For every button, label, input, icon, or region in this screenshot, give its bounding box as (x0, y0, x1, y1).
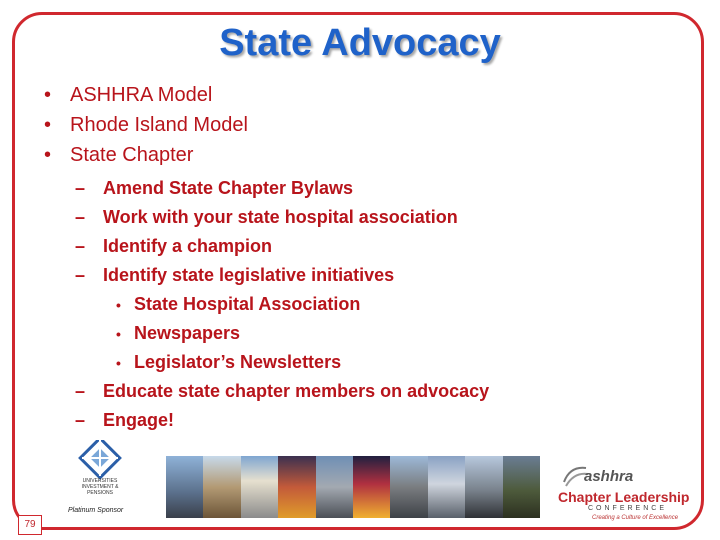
dash-marker: – (75, 410, 86, 430)
sub-item-text: Identify state legislative initiatives (103, 265, 395, 285)
slide-title: State Advocacy (219, 22, 501, 64)
bullet-marker: • (116, 355, 121, 371)
bullet-text: ASHHRA Model (70, 84, 213, 106)
brand-ashhra: ashhra (584, 468, 634, 485)
bullet-marker: • (44, 114, 52, 136)
sub-sub-item-text: Legislator’s Newsletters (134, 352, 342, 372)
bullet-text: State Chapter (70, 144, 194, 166)
sponsor-logo-icon (70, 440, 130, 508)
brand-title: Chapter Leadership (558, 489, 690, 505)
page-number: 79 (18, 515, 42, 535)
sub-sub-item-text: Newspapers (134, 323, 241, 343)
dash-marker: – (75, 178, 86, 198)
sub-item-text: Work with your state hospital association (103, 207, 458, 227)
brand-tagline: Creating a Culture of Excellence (592, 515, 679, 521)
sub-item-text: Identify a champion (103, 236, 273, 256)
dash-marker: – (75, 265, 86, 285)
bullet-marker: • (116, 297, 121, 313)
sub-item-text: Amend State Chapter Bylaws (103, 178, 354, 198)
brand-conference: CONFERENCE (588, 505, 668, 512)
dash-marker: – (75, 236, 86, 256)
sponsor-label: Platinum Sponsor (68, 507, 124, 514)
sub-item-text: Engage! (103, 410, 175, 430)
bullet-marker: • (116, 326, 121, 342)
sub-sub-item-text: State Hospital Association (134, 294, 361, 314)
city-photo-collage (166, 456, 540, 518)
dash-marker: – (75, 207, 86, 227)
bullet-marker: • (44, 144, 52, 166)
bullet-marker: • (44, 84, 52, 106)
sponsor-name: UNIVERSITIES INVESTMENT & PENSIONS (81, 478, 119, 496)
dash-marker: – (75, 381, 86, 401)
bullet-text: Rhode Island Model (70, 114, 248, 136)
sub-item-text: Educate state chapter members on advocacy (103, 381, 490, 401)
